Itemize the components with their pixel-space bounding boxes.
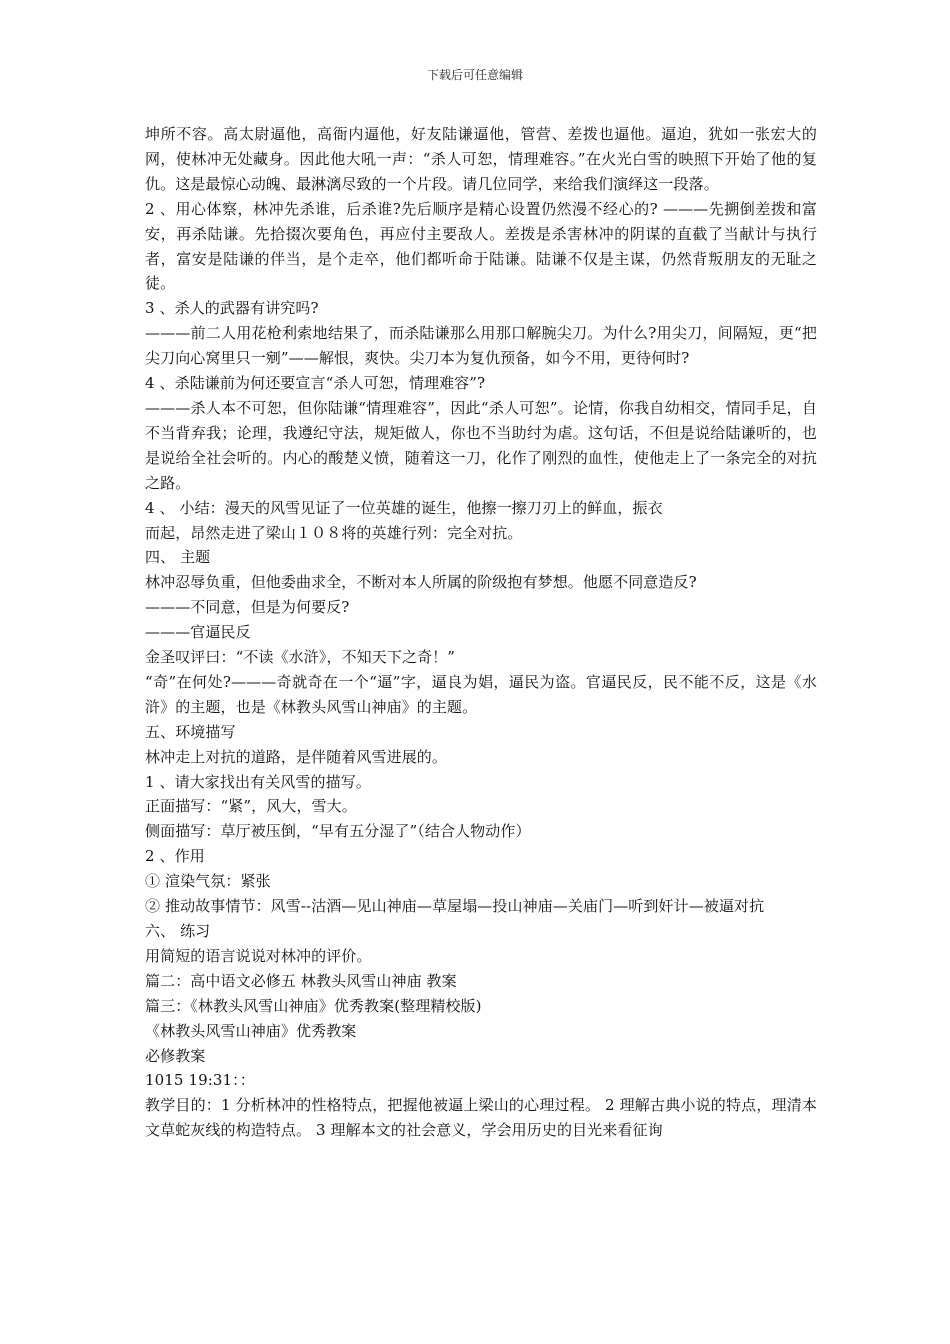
paragraph: 篇三：《林教头风雪山神庙》优秀教案(整理精校版) bbox=[145, 996, 482, 1015]
section-heading: 四、 主题 bbox=[145, 548, 211, 567]
paragraph: 2 、作用 bbox=[145, 847, 205, 866]
paragraph: 2 、用心体察，林冲先杀谁，后杀谁?先后顺序是精心设置仍然漫不经心的? ———先搠倒差拨和富安，再杀陆谦。先拾掇次要角色，再应付主要敌人。差拨是杀害林冲的阴谋的直截了当献计与执行者，富安是陆谦的伴当，是个走卒，他们都听命于陆谦。陆谦不仅是主谋，仍然背叛朋友的无耻之徒。 bbox=[145, 199, 817, 293]
page-header: 下载后可任意编辑 bbox=[426, 68, 523, 82]
paragraph: ———杀人本不可恕，但你陆谦“情理难容”，因此“杀人可恕”。论情，你我自幼相交，情同手足，自不当背弃我；论理，我遵纪守法，规矩做人，你也不当助纣为虐。这句话，不但是说给陆谦听的，也是说给全社会听的。内心的酸楚义愤，随着这一刀，化作了刚烈的血性，使他走上了一条完全的对抗之路。 bbox=[145, 398, 817, 492]
paragraph: ———官逼民反 bbox=[145, 623, 251, 642]
paragraph: 4 、杀陆谦前为何还要宣言“杀人可恕，情理难容”? bbox=[145, 374, 486, 393]
paragraph: 《林教头风雪山神庙》优秀教案 bbox=[145, 1021, 357, 1040]
section-heading: 五、环境描写 bbox=[145, 722, 236, 741]
paragraph: 金圣叹评曰：“不读《水浒》，不知天下之奇！” bbox=[145, 648, 456, 667]
paragraph: 林冲忍辱负重，但他委曲求全，不断对本人所属的阶级抱有梦想。他愿不同意造反? bbox=[145, 573, 697, 592]
paragraph: 教学目的：1 分析林冲的性格特点，把握他被逼上梁山的心理过程。 2 理解古典小说的特点，理清本文草蛇灰线的构造特点。 3 理解本文的社会意义，学会用历史的目光来看征询 bbox=[145, 1096, 817, 1140]
paragraph: ② 推动故事情节：风雪--沽酒—见山神庙—草屋塌—投山神庙—关庙门—听到奸计—被逼对抗 bbox=[145, 897, 765, 916]
paragraph: 坤所不容。高太尉逼他，高衙内逼他，好友陆谦逼他，管营、差拨也逼他。逼迫，犹如一张宏大的网，使林冲无处藏身。因此他大吼一声：“杀人可恕，情理难容。”在火光白雪的映照下开始了他的复仇。这是最惊心动魄、最淋漓尽致的一个片段。请几位同学，来给我们演绎这一段落。 bbox=[145, 125, 817, 193]
section-heading: 六、 练习 bbox=[145, 922, 211, 940]
paragraph: 林冲走上对抗的道路，是伴随着风雪进展的。 bbox=[145, 747, 448, 766]
paragraph: 3 、杀人的武器有讲究吗? bbox=[145, 299, 319, 318]
paragraph: 4 、 小结：漫天的风雪见证了一位英雄的诞生，他擦一擦刀刃上的鲜血，振衣 bbox=[145, 498, 663, 517]
paragraph: ———不同意，但是为何要反? bbox=[145, 598, 350, 617]
paragraph: 侧面描写：草厅被压倒，“早有五分湿了”（结合人物动作） bbox=[145, 822, 531, 841]
paragraph: 用简短的语言说说对林冲的评价。 bbox=[145, 946, 372, 965]
paragraph: ① 渲染气氛：紧张 bbox=[145, 872, 271, 891]
paragraph: 必修教案 bbox=[145, 1046, 206, 1065]
paragraph: 篇二：高中语文必修五 林教头风雪山神庙 教案 bbox=[145, 971, 457, 990]
paragraph: 正面描写：“紧”，风大，雪大。 bbox=[145, 797, 357, 816]
paragraph: 而起，昂然走进了梁山１０８将的英雄行列：完全对抗。 bbox=[145, 523, 523, 542]
paragraph: 1 、请大家找出有关风雪的描写。 bbox=[145, 772, 371, 791]
document-body bbox=[145, 122, 817, 1143]
paragraph: 1015 19:31：： bbox=[145, 1071, 255, 1090]
paragraph: ———前二人用花枪利索地结果了，而杀陆谦那么用那口解腕尖刀。为什么?用尖刀，间隔短，更“把尖刀向心窝里只一剜”——解恨，爽快。尖刀本为复仇预备，如今不用，更待何时? bbox=[145, 324, 817, 368]
paragraph: “奇”在何处?———奇就奇在一个“逼”字，逼良为娼，逼民为盗。官逼民反，民不能不反，这是《水浒》的主题，也是《林教头风雪山神庙》的主题。 bbox=[145, 672, 817, 716]
